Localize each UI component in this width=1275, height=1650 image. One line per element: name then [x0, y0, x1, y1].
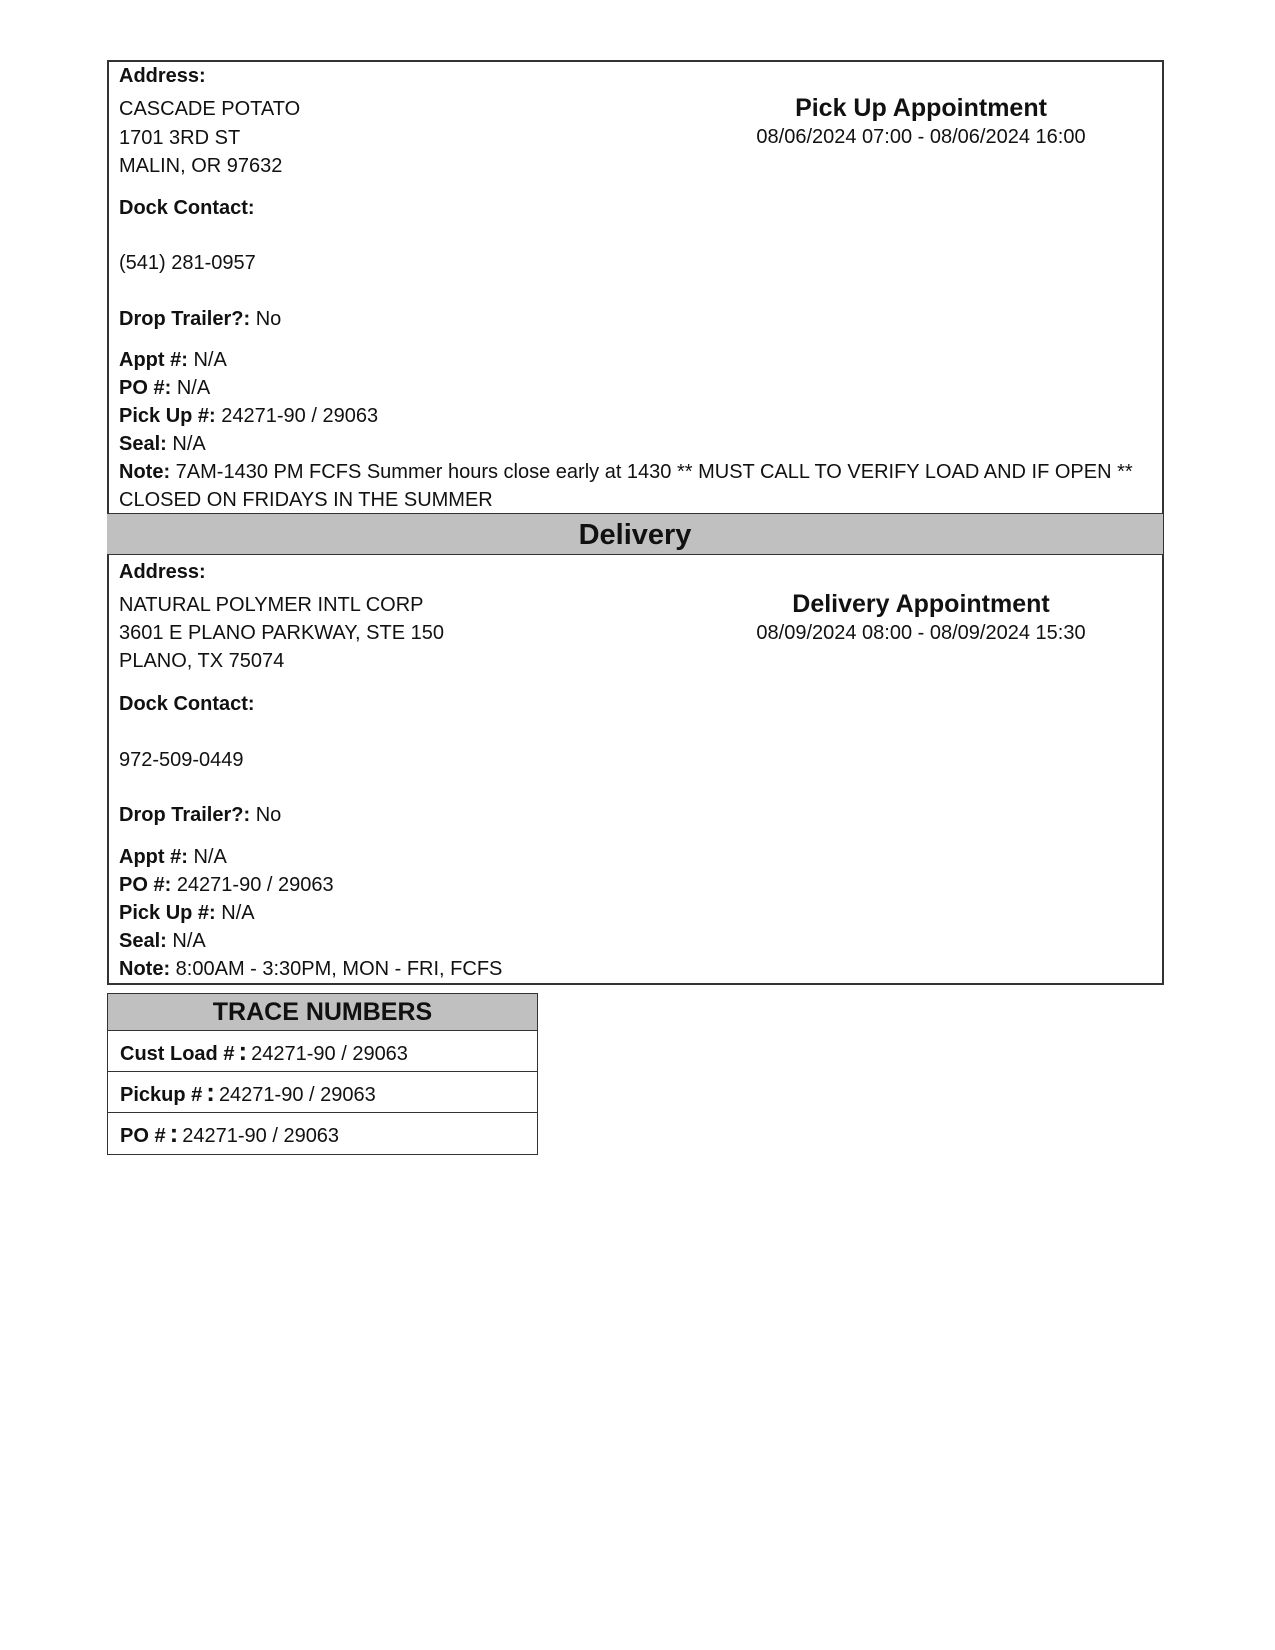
outer-border-top: [107, 60, 1164, 62]
delivery-po-value: 24271-90 / 29063: [176, 874, 334, 896]
delivery-drop-trailer: [119, 803, 281, 827]
pickup-street: 1701 3RD ST: [119, 127, 241, 149]
delivery-appointment-title: Delivery Appointment: [792, 590, 1050, 618]
delivery-section-title: Delivery: [578, 519, 692, 551]
delivery-street: 3601 E PLANO PARKWAY, STE 150: [119, 622, 444, 644]
pickup-note-line1: 7AM-1430 PM FCFS Summer hours close early at 1430 ** MUST CALL TO VERIFY LOAD AND IF OPEN **: [175, 461, 1133, 483]
delivery-drop-trailer-label: Drop Trailer?:: [119, 804, 251, 826]
pickup-note-line2: CLOSED ON FRIDAYS IN THE SUMMER: [119, 489, 493, 511]
delivery-dock-contact: 972-509-0449: [119, 749, 244, 771]
delivery-po-label: PO #:: [119, 874, 172, 896]
pickup-drop-trailer-value: No: [255, 308, 282, 330]
colon-glyph: :: [169, 1118, 179, 1148]
pickup-dock-contact-label: Dock Contact:: [119, 197, 255, 219]
trace-row-pickup: [108, 1072, 537, 1113]
delivery-drop-trailer-value: No: [255, 804, 282, 826]
delivery-po-number: [119, 873, 334, 897]
delivery-city: PLANO, TX 75074: [119, 650, 285, 672]
delivery-pickup-number: [119, 901, 255, 925]
delivery-pickup-value: N/A: [221, 902, 255, 924]
pickup-dock-contact: (541) 281-0957: [119, 252, 256, 274]
outer-border-bottom: [107, 983, 1164, 985]
pickup-pickup-value: 24271-90 / 29063: [221, 405, 379, 427]
delivery-appt-number: [119, 845, 227, 869]
pickup-po-value: N/A: [176, 377, 211, 399]
pickup-note: [119, 460, 1133, 484]
delivery-address-label: Address:: [119, 561, 206, 583]
delivery-appt-value: N/A: [193, 846, 227, 868]
pickup-pickup-label: Pick Up #:: [119, 405, 216, 427]
delivery-note: [119, 957, 502, 981]
pickup-po-number: [119, 376, 210, 400]
delivery-pickup-label: Pick Up #:: [119, 902, 216, 924]
pickup-seal-value: N/A: [172, 433, 206, 455]
pickup-seal: [119, 432, 206, 456]
delivery-note-value: 8:00AM - 3:30PM, MON - FRI, FCFS: [175, 958, 503, 980]
trace-numbers-title: TRACE NUMBERS: [108, 994, 537, 1031]
pickup-appt-number: [119, 348, 227, 372]
pickup-appt-value: N/A: [193, 349, 227, 371]
trace-numbers-table: [107, 993, 538, 1155]
trace-row-label: Pickup #: [120, 1084, 203, 1106]
pickup-note-label: Note:: [119, 461, 171, 483]
delivery-note-label: Note:: [119, 958, 171, 980]
trace-row-cust-load: [108, 1031, 537, 1072]
trace-row-value: 24271-90 / 29063: [182, 1125, 340, 1147]
pickup-drop-trailer-label: Drop Trailer?:: [119, 308, 251, 330]
delivery-seal: [119, 929, 206, 953]
pickup-company-name: CASCADE POTATO: [119, 98, 301, 120]
delivery-section-header: [107, 513, 1163, 555]
pickup-appointment-time: 08/06/2024 07:00 - 08/06/2024 16:00: [756, 126, 1086, 148]
colon-glyph: :: [206, 1077, 215, 1107]
delivery-company-name: NATURAL POLYMER INTL CORP: [119, 594, 424, 616]
colon-glyph: :: [238, 1036, 248, 1066]
delivery-appointment-time: 08/09/2024 08:00 - 08/09/2024 15:30: [756, 622, 1086, 644]
trace-row-label: Cust Load #: [120, 1043, 235, 1065]
pickup-seal-label: Seal:: [119, 433, 167, 455]
delivery-appt-label: Appt #:: [119, 846, 188, 868]
pickup-pickup-number: [119, 404, 378, 428]
trace-row-po: [108, 1113, 537, 1154]
trace-row-label: PO #: [120, 1125, 166, 1147]
delivery-dock-contact-label: Dock Contact:: [119, 693, 255, 715]
trace-row-value: 24271-90 / 29063: [218, 1084, 376, 1106]
pickup-address-label: Address:: [119, 65, 206, 87]
delivery-seal-value: N/A: [172, 930, 206, 952]
pickup-appt-label: Appt #:: [119, 349, 188, 371]
delivery-seal-label: Seal:: [119, 930, 167, 952]
pickup-drop-trailer: [119, 307, 281, 331]
pickup-city: MALIN, OR 97632: [119, 155, 283, 177]
pickup-po-label: PO #:: [119, 377, 172, 399]
pickup-appointment-title: Pick Up Appointment: [795, 94, 1047, 122]
trace-row-value: 24271-90 / 29063: [251, 1043, 408, 1065]
